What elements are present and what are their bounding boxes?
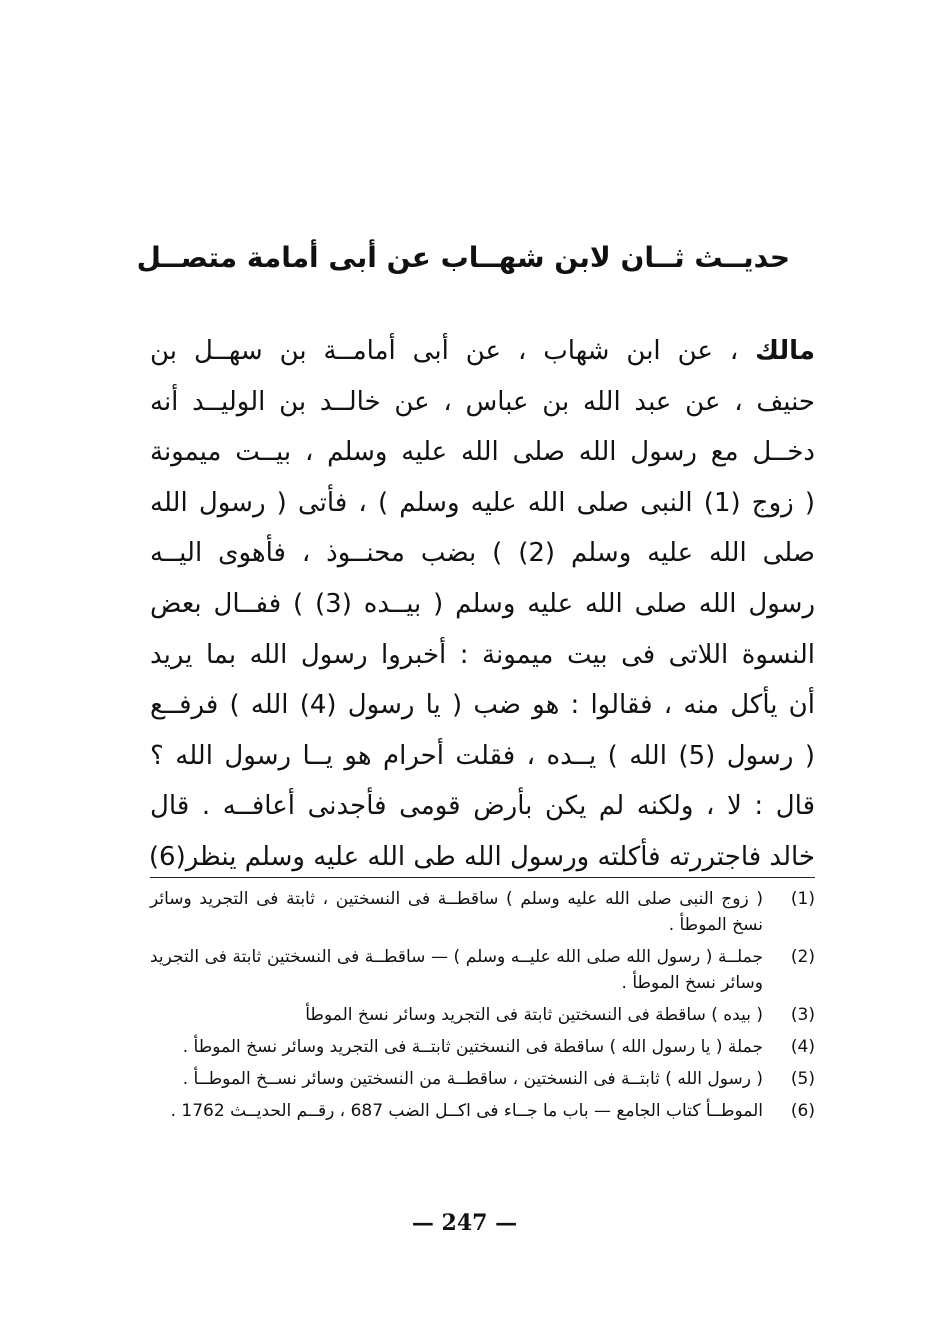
body-line: صلى الله عليه وسلم (2) ) بضب محنــوذ ، فأهوى اليــه xyxy=(150,538,815,569)
body-line: دخــل مع رسول الله صلى الله عليه وسلم ، بيــت ميمونة xyxy=(150,437,815,468)
body-line: ( زوج (1) النبى صلى الله عليه وسلم ) ، فأتى ( رسول الله xyxy=(150,487,815,518)
footnote xyxy=(150,1066,815,1092)
hadith-text xyxy=(150,326,815,883)
footnote-number: (3) xyxy=(790,1005,815,1025)
footnote-text: ( بيده ) ساقطة فى النسختين ثابتة فى التجريد وسائر نسخ الموطأ xyxy=(305,1005,763,1025)
footnote xyxy=(150,1034,815,1060)
body-line: النسوة اللاتى فى بيت ميمونة : أخبروا رسول الله بما يريد xyxy=(150,639,815,670)
footnote-number: (4) xyxy=(790,1037,815,1057)
footnote xyxy=(150,944,815,996)
footnote xyxy=(150,1002,815,1028)
footnote-number: (1) xyxy=(790,889,815,909)
body-line: قال : لا ، ولكنه لم يكن بأرض قومى فأجدنى أعافــه . قال xyxy=(150,791,815,822)
footnote xyxy=(150,886,815,938)
footnote-text: جملــة ( رسول الله صلى الله عليــه وسلم ) — ساقطــة فى النسختين ثابتة فى التجريد وسائر نسخ الموطأ . xyxy=(150,947,763,993)
footnote-text: جملة ( يا رسول الله ) ساقطة فى النسختين ثابتــة فى التجريد وسائر نسخ الموطأ . xyxy=(182,1037,763,1057)
body-line: خالد فاجتررته فأكلته ورسول الله طى الله عليه وسلم ينظر(6) xyxy=(148,841,815,872)
body-line: مالك ، عن ابن شهاب ، عن أبى أمامــة بن سهــل بن xyxy=(150,336,815,366)
footnote-text: ( رسول الله ) ثابتــة فى النسختين ، ساقطــة من النسختين وسائر نســخ الموطــأ . xyxy=(182,1069,763,1089)
footnote-number: (5) xyxy=(790,1069,815,1089)
body-line: رسول الله صلى الله عليه وسلم ( بيــده (3) ) ففــال بعض xyxy=(150,588,816,619)
body-line: حنيف ، عن عبد الله بن عباس ، عن خالــد بن الوليــد أنه xyxy=(150,386,815,417)
section-heading: حديــث ثــان لابن شهــاب عن أبى أمامة متصــل xyxy=(136,241,790,274)
footnote xyxy=(150,1098,815,1124)
narrator-name: مالك xyxy=(755,336,815,366)
footnote-separator xyxy=(150,877,815,878)
footnotes xyxy=(150,886,815,1130)
body-line: أن يأكل منه ، فقالوا : هو ضب ( يا رسول (4) الله ) فرفــع xyxy=(150,690,815,721)
footnote-number: (6) xyxy=(790,1101,815,1121)
body-line: ( رسول (5) الله ) يــده ، فقلت أحرام هو يــا رسول الله ؟ xyxy=(150,740,815,771)
footnote-text: الموطــأ كتاب الجامع — باب ما جــاء فى اكــل الضب 687 ، رقــم الحديــث 1762 . xyxy=(170,1101,763,1121)
footnote-text: ( زوج النبى صلى الله عليه وسلم ) ساقطــة فى النسختين ، ثابتة فى التجريد وسائر نسخ الموطأ . xyxy=(150,889,763,935)
page-number: — 247 — xyxy=(411,1210,518,1236)
footnote-number: (2) xyxy=(790,947,815,967)
